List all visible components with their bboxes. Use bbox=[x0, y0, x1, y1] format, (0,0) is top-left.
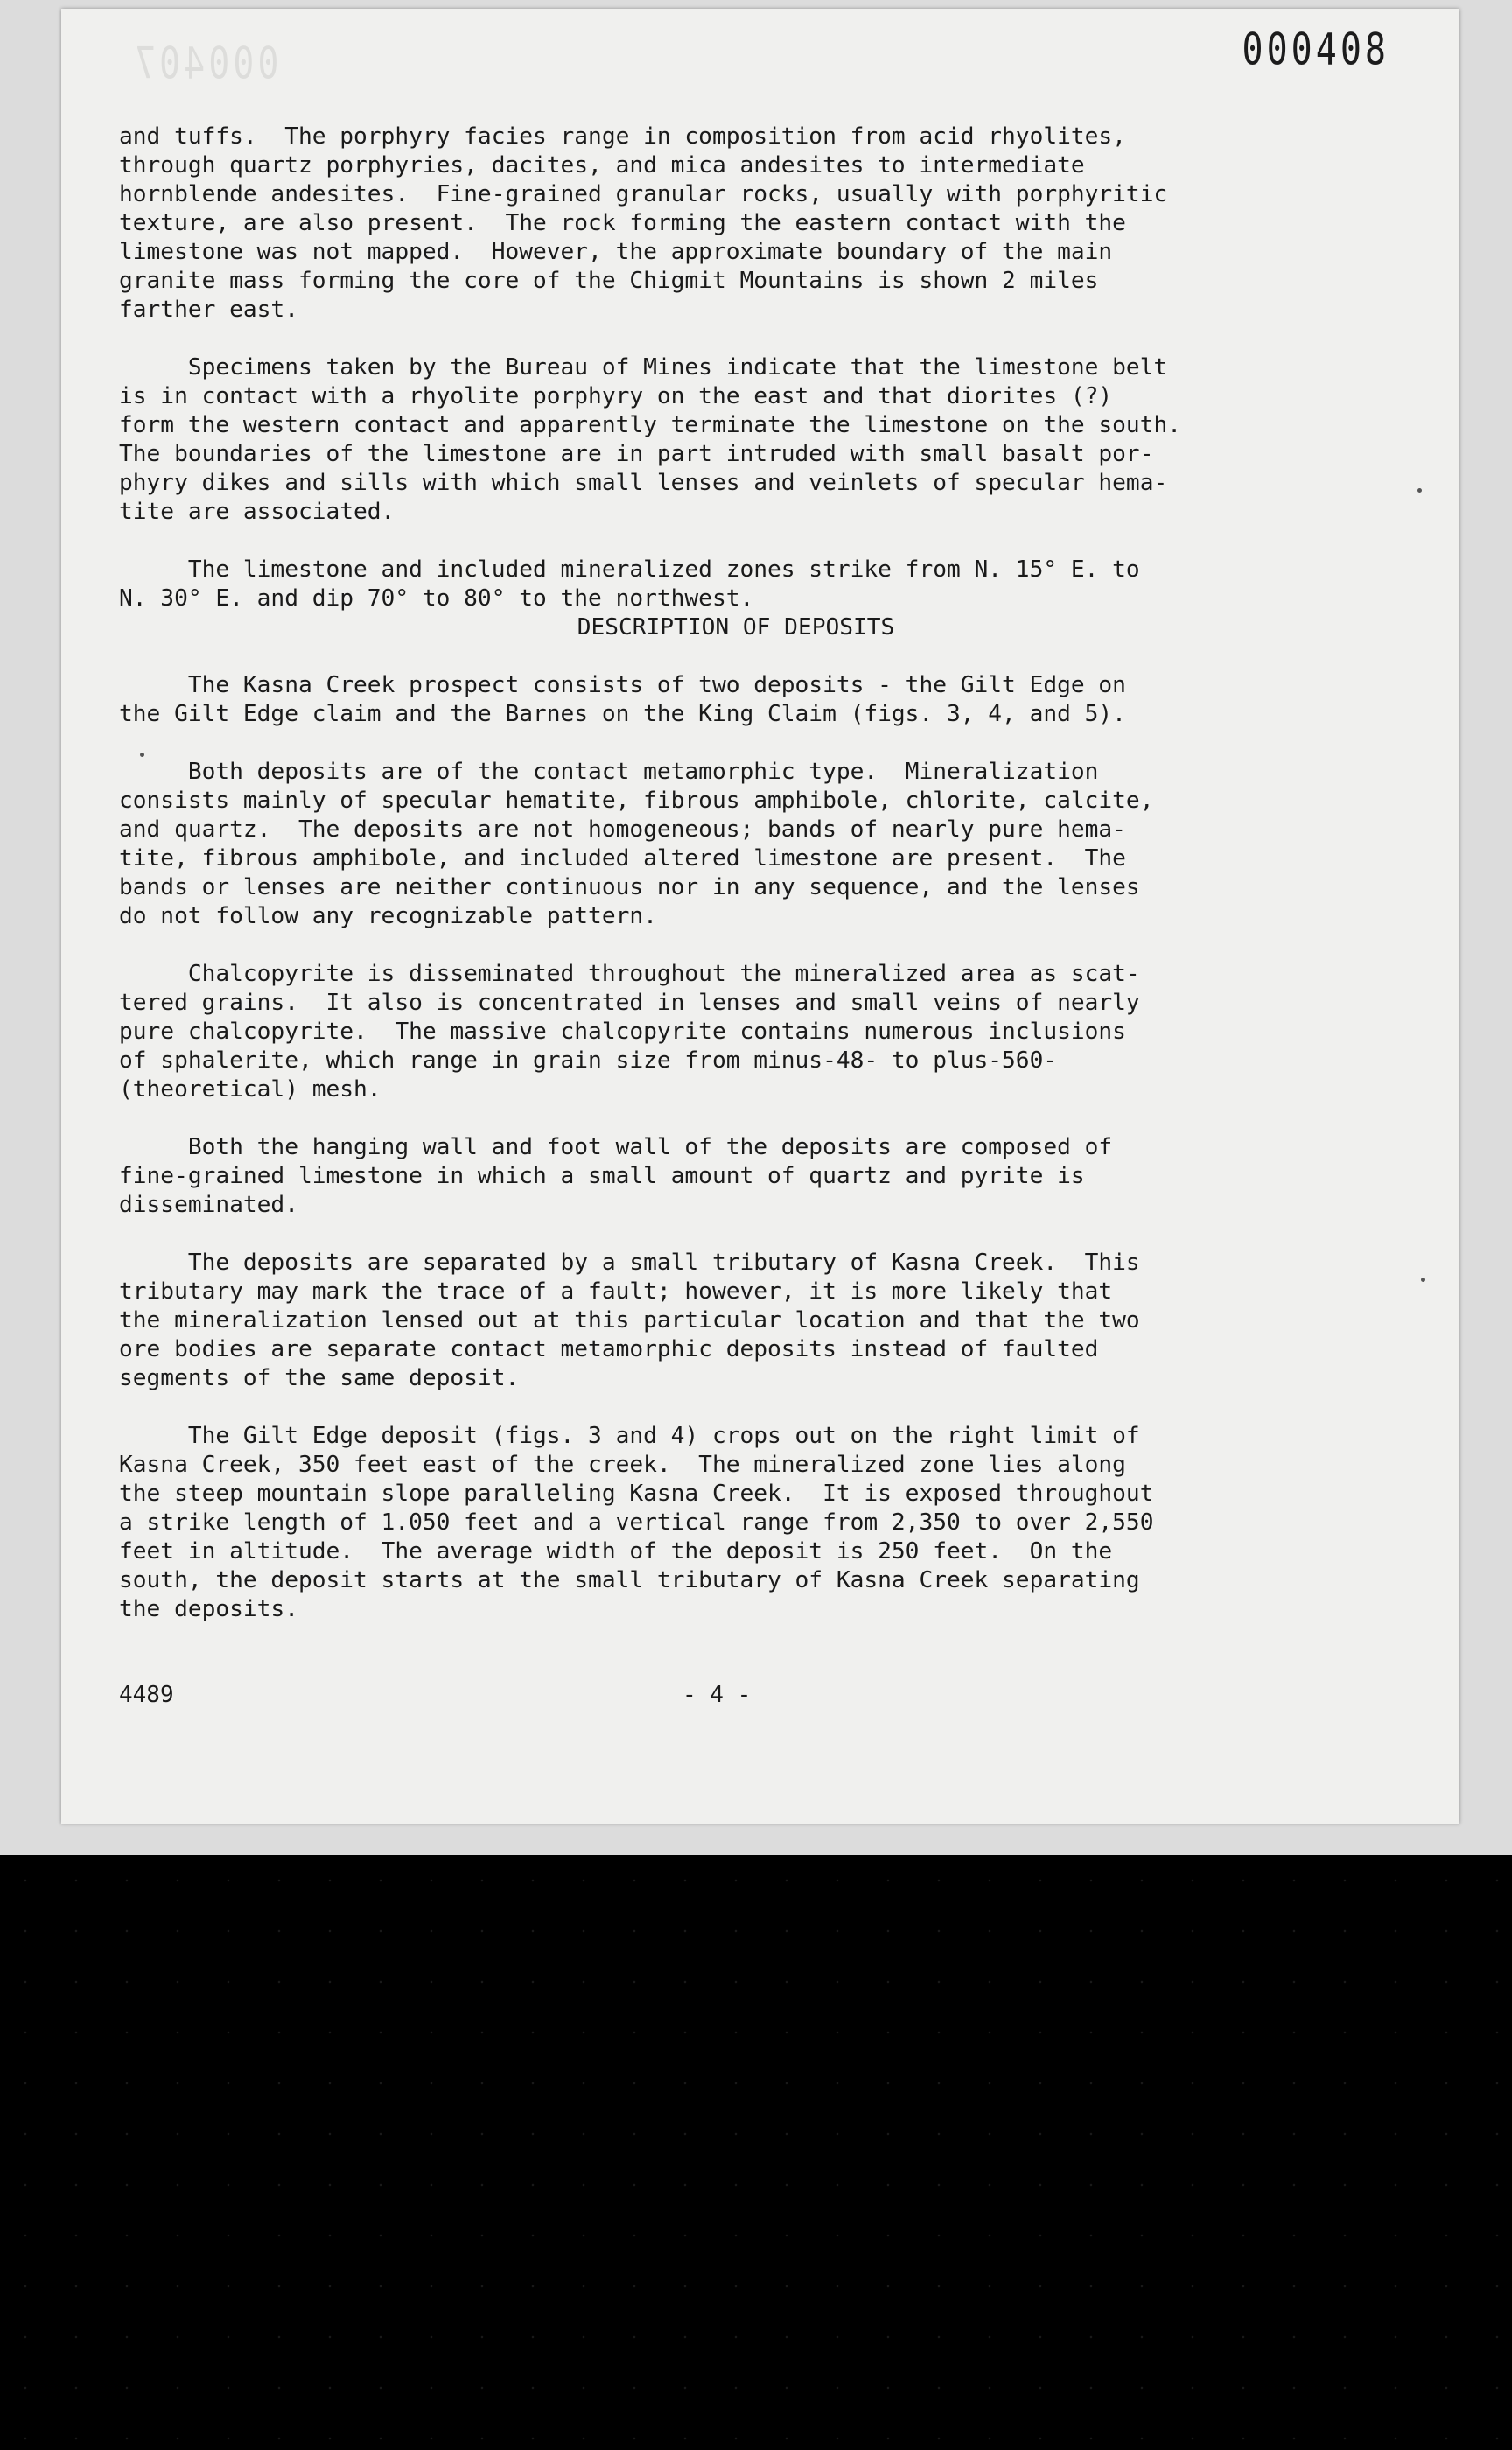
text-line: through quartz porphyries, dacites, and mica andesites to intermediate bbox=[119, 152, 1085, 178]
text-line: feet in altitude. The average width of the deposit is 250 feet. On the bbox=[119, 1538, 1113, 1564]
text-line: The Kasna Creek prospect consists of two deposits - the Gilt Edge on bbox=[119, 672, 1126, 698]
text-line: bands or lenses are neither continuous nor in any sequence, and the lenses bbox=[119, 874, 1140, 900]
text-line: the steep mountain slope paralleling Kasna Creek. It is exposed throughout bbox=[119, 1480, 1154, 1507]
text-line: the Gilt Edge claim and the Barnes on the King Claim (figs. 3, 4, and 5). bbox=[119, 701, 1126, 727]
text-line: south, the deposit starts at the small tributary of Kasna Creek separating bbox=[119, 1567, 1140, 1593]
text-line: and tuffs. The porphyry facies range in composition from acid rhyolites, bbox=[119, 123, 1126, 150]
text-line: of sphalerite, which range in grain size from minus-48- to plus-560- bbox=[119, 1047, 1058, 1074]
text-line: hornblende andesites. Fine-grained granular rocks, usually with porphyritic bbox=[119, 181, 1168, 207]
text-line: pure chalcopyrite. The massive chalcopyrite contains numerous inclusions bbox=[119, 1018, 1126, 1045]
text-line: The Gilt Edge deposit (figs. 3 and 4) crops out on the right limit of bbox=[119, 1423, 1140, 1449]
text-line: Both deposits are of the contact metamorphic type. Mineralization bbox=[119, 759, 1099, 785]
text-line: Both the hanging wall and foot wall of the deposits are composed of bbox=[119, 1134, 1113, 1160]
text-line: The limestone and included mineralized zones strike from N. 15° E. to bbox=[119, 556, 1140, 583]
text-line: N. 30° E. and dip 70° to 80° to the northwest. bbox=[119, 585, 754, 612]
text-line: disseminated. bbox=[119, 1192, 298, 1218]
text-line: and quartz. The deposits are not homogeneous; bands of nearly pure hema- bbox=[119, 816, 1126, 843]
bleed-through-number: 000407 bbox=[131, 38, 279, 89]
scan-speck bbox=[1421, 1278, 1425, 1282]
document-number: 000408 bbox=[1242, 24, 1390, 75]
scan-speck bbox=[140, 752, 144, 757]
text-line: ore bodies are separate contact metamorphic deposits instead of faulted bbox=[119, 1336, 1099, 1362]
text-line: tered grains. It also is concentrated in lenses and small veins of nearly bbox=[119, 990, 1140, 1016]
text-line: do not follow any recognizable pattern. bbox=[119, 903, 657, 929]
paragraph bbox=[119, 1422, 1353, 1624]
text-line: limestone was not mapped. However, the approximate boundary of the main bbox=[119, 239, 1113, 265]
text-line: a strike length of 1.050 feet and a vertical range from 2,350 to over 2,550 bbox=[119, 1509, 1154, 1536]
paragraph bbox=[119, 758, 1353, 931]
paragraph bbox=[119, 1133, 1353, 1220]
text-line: the deposits. bbox=[119, 1596, 298, 1622]
text-line: texture, are also present. The rock forming the eastern contact with the bbox=[119, 210, 1126, 236]
text-line: farther east. bbox=[119, 297, 298, 323]
text-line: tite are associated. bbox=[119, 499, 396, 525]
text-line: tite, fibrous amphibole, and included altered limestone are present. The bbox=[119, 845, 1126, 872]
paragraph bbox=[119, 354, 1353, 527]
paragraph bbox=[119, 1249, 1353, 1393]
text-line: the mineralization lensed out at this particular location and that the two bbox=[119, 1307, 1140, 1334]
paragraph bbox=[119, 556, 1353, 613]
text-line: tributary may mark the trace of a fault; however, it is more likely that bbox=[119, 1278, 1113, 1305]
footer-code: 4489 bbox=[119, 1682, 174, 1708]
page-number: - 4 - bbox=[682, 1682, 752, 1708]
text-line: consists mainly of specular hematite, fibrous amphibole, chlorite, calcite, bbox=[119, 788, 1154, 814]
text-line: (theoretical) mesh. bbox=[119, 1076, 382, 1102]
document-body bbox=[119, 122, 1353, 1653]
text-line: fine-grained limestone in which a small amount of quartz and pyrite is bbox=[119, 1163, 1085, 1189]
text-line: The boundaries of the limestone are in part intruded with small basalt por- bbox=[119, 441, 1154, 467]
paragraph bbox=[119, 671, 1353, 729]
text-line: Chalcopyrite is disseminated throughout the mineralized area as scat- bbox=[119, 961, 1140, 987]
section-heading: DESCRIPTION OF DEPOSITS bbox=[577, 614, 895, 640]
paragraph bbox=[119, 122, 1353, 325]
text-line: granite mass forming the core of the Chigmit Mountains is shown 2 miles bbox=[119, 268, 1099, 294]
text-line: The deposits are separated by a small tributary of Kasna Creek. This bbox=[119, 1250, 1140, 1276]
text-line: Kasna Creek, 350 feet east of the creek. The mineralized zone lies along bbox=[119, 1452, 1126, 1478]
empty-scan-region bbox=[0, 1855, 1512, 2450]
text-line: phyry dikes and sills with which small lenses and veinlets of specular hema- bbox=[119, 470, 1168, 496]
text-line: is in contact with a rhyolite porphyry on the east and that diorites (?) bbox=[119, 383, 1113, 410]
text-line: segments of the same deposit. bbox=[119, 1365, 520, 1391]
text-line: Specimens taken by the Bureau of Mines indicate that the limestone belt bbox=[119, 354, 1168, 381]
paragraph bbox=[119, 960, 1353, 1104]
scan-speck bbox=[1418, 488, 1422, 493]
text-line: form the western contact and apparently terminate the limestone on the south. bbox=[119, 412, 1181, 438]
